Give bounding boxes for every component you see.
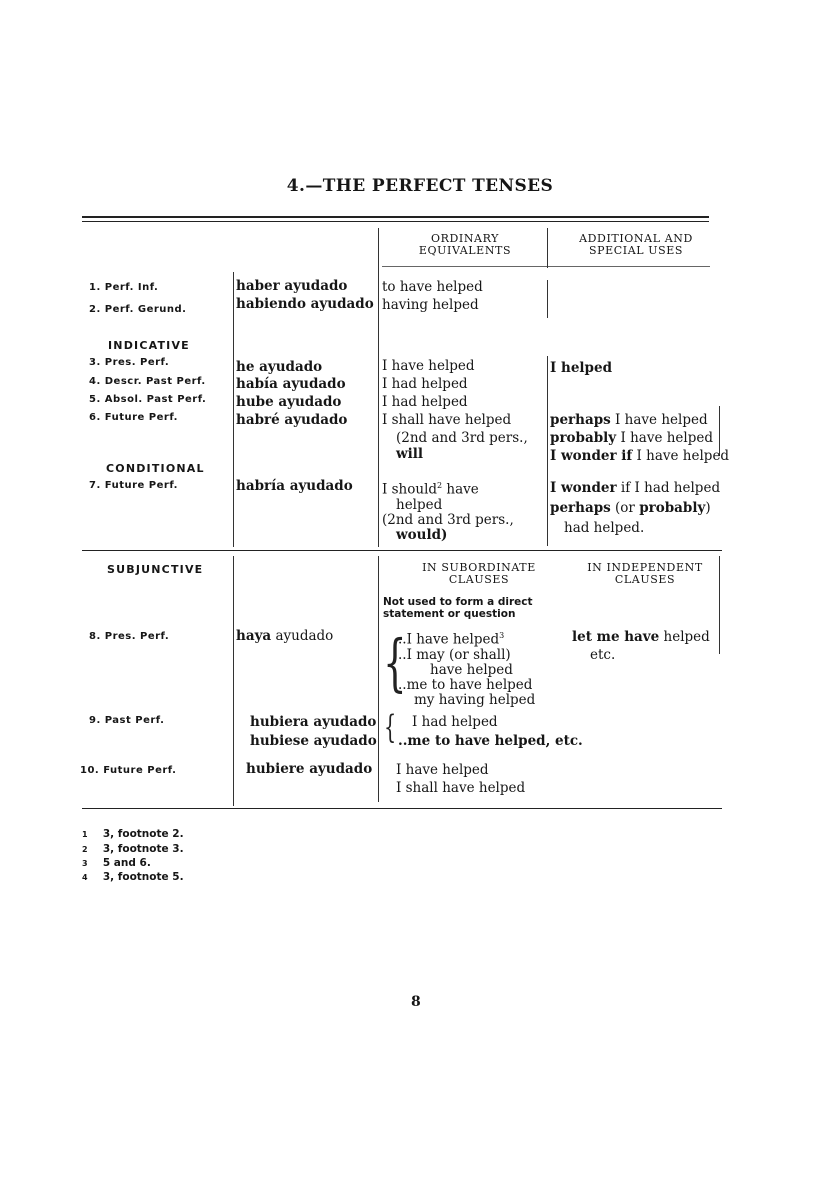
spanish-form: habría ayudado (236, 478, 353, 494)
english-equivalent: I should$^2$ have helped (2nd and 3rd pers., would) (382, 481, 514, 543)
note-not-used: Not used to form a direct statement or question (383, 596, 533, 620)
page-number: 8 (411, 994, 421, 1010)
divider-special-upper-2 (547, 280, 548, 318)
row-label: 10. Future Perf. (80, 765, 177, 776)
spanish-form: haber ayudado (236, 278, 348, 294)
page-title: 4.—THE PERFECT TENSES (286, 176, 554, 196)
row-label: 7. Future Perf. (89, 480, 178, 491)
row-label: 6. Future Perf. (89, 412, 178, 423)
spanish-form: hubiere ayudado (246, 761, 373, 777)
subordinate-clause: I had helped ..me to have helped, etc. (398, 714, 583, 749)
subordinate-clause: ..I have helped$^3$ ..I may (or shall) have helped ..me to have helped my having helped (398, 631, 536, 708)
section-conditional: CONDITIONAL (106, 462, 205, 475)
row-label: 9. Past Perf. (89, 715, 165, 726)
row-label: 8. Pres. Perf. (89, 631, 170, 642)
english-equivalent: I shall have helped (2nd and 3rd pers., will (382, 412, 528, 462)
footnote-ref: 3 (499, 631, 505, 640)
spanish-form: había ayudado (236, 376, 346, 392)
spanish-form: haya ayudado (236, 628, 334, 644)
divider-spanish-upper (233, 272, 234, 547)
special-use: I helped (550, 360, 613, 376)
section-indicative: INDICATIVE (108, 339, 190, 352)
divider-english-lower (378, 556, 379, 802)
footnote: 2 3, footnote 3. (82, 843, 184, 855)
independent-clause: let me have helped etc. (572, 629, 710, 663)
section-rule (82, 550, 722, 551)
divider-spanish-lower (233, 556, 234, 806)
header-rule (382, 266, 710, 267)
bottom-rule (82, 808, 722, 809)
footnote-ref: 2 (437, 481, 443, 490)
section-subjunctive: SUBJUNCTIVE (107, 563, 204, 576)
spanish-form: hube ayudado (236, 394, 342, 410)
english-equivalent: to have helped (382, 279, 483, 295)
english-equivalent: having helped (382, 297, 479, 313)
header-subordinate: IN SUBORDINATE CLAUSES (422, 561, 536, 586)
row-label: 5. Absol. Past Perf. (89, 394, 207, 405)
left-brace: { (384, 708, 397, 746)
row-label: 3. Pres. Perf. (89, 357, 170, 368)
footnote: 1 3, footnote 2. (82, 828, 184, 840)
left-brace: { (383, 626, 407, 699)
spanish-form: habré ayudado (236, 412, 348, 428)
header-independent: IN INDEPENDENT CLAUSES (587, 561, 703, 586)
row-label: 2. Perf. Gerund. (89, 304, 187, 315)
divider-special-upper (547, 228, 548, 268)
subordinate-clause: I have helped I shall have helped (396, 762, 526, 796)
header-ordinary: ORDINARY EQUIVALENTS (418, 232, 512, 257)
english-equivalent: I have helped (382, 358, 475, 374)
spanish-form: habiendo ayudado (236, 296, 374, 312)
top-rule (82, 216, 709, 218)
row-label: 1. Perf. Inf. (89, 282, 159, 293)
divider-english-upper (378, 228, 379, 547)
spanish-form: hubiera ayudado hubiese ayudado (250, 714, 377, 749)
english-equivalent: I had helped (382, 376, 468, 392)
row-label: 4. Descr. Past Perf. (89, 376, 206, 387)
english-equivalent: I had helped (382, 394, 468, 410)
footnote: 3 5 and 6. (82, 857, 151, 869)
footnote: 4 3, footnote 5. (82, 871, 184, 883)
header-additional: ADDITIONAL AND SPECIAL USES (579, 232, 693, 257)
special-use: perhaps I have helped probably I have helped I wonder if I have helped (550, 412, 730, 464)
spanish-form: he ayudado (236, 359, 323, 375)
divider-special-upper-3 (547, 356, 548, 546)
divider-right-lower (719, 556, 720, 654)
top-rule-thin (82, 221, 709, 222)
special-use: I wonder if I had helped perhaps (or probably) had helped. (550, 480, 721, 536)
